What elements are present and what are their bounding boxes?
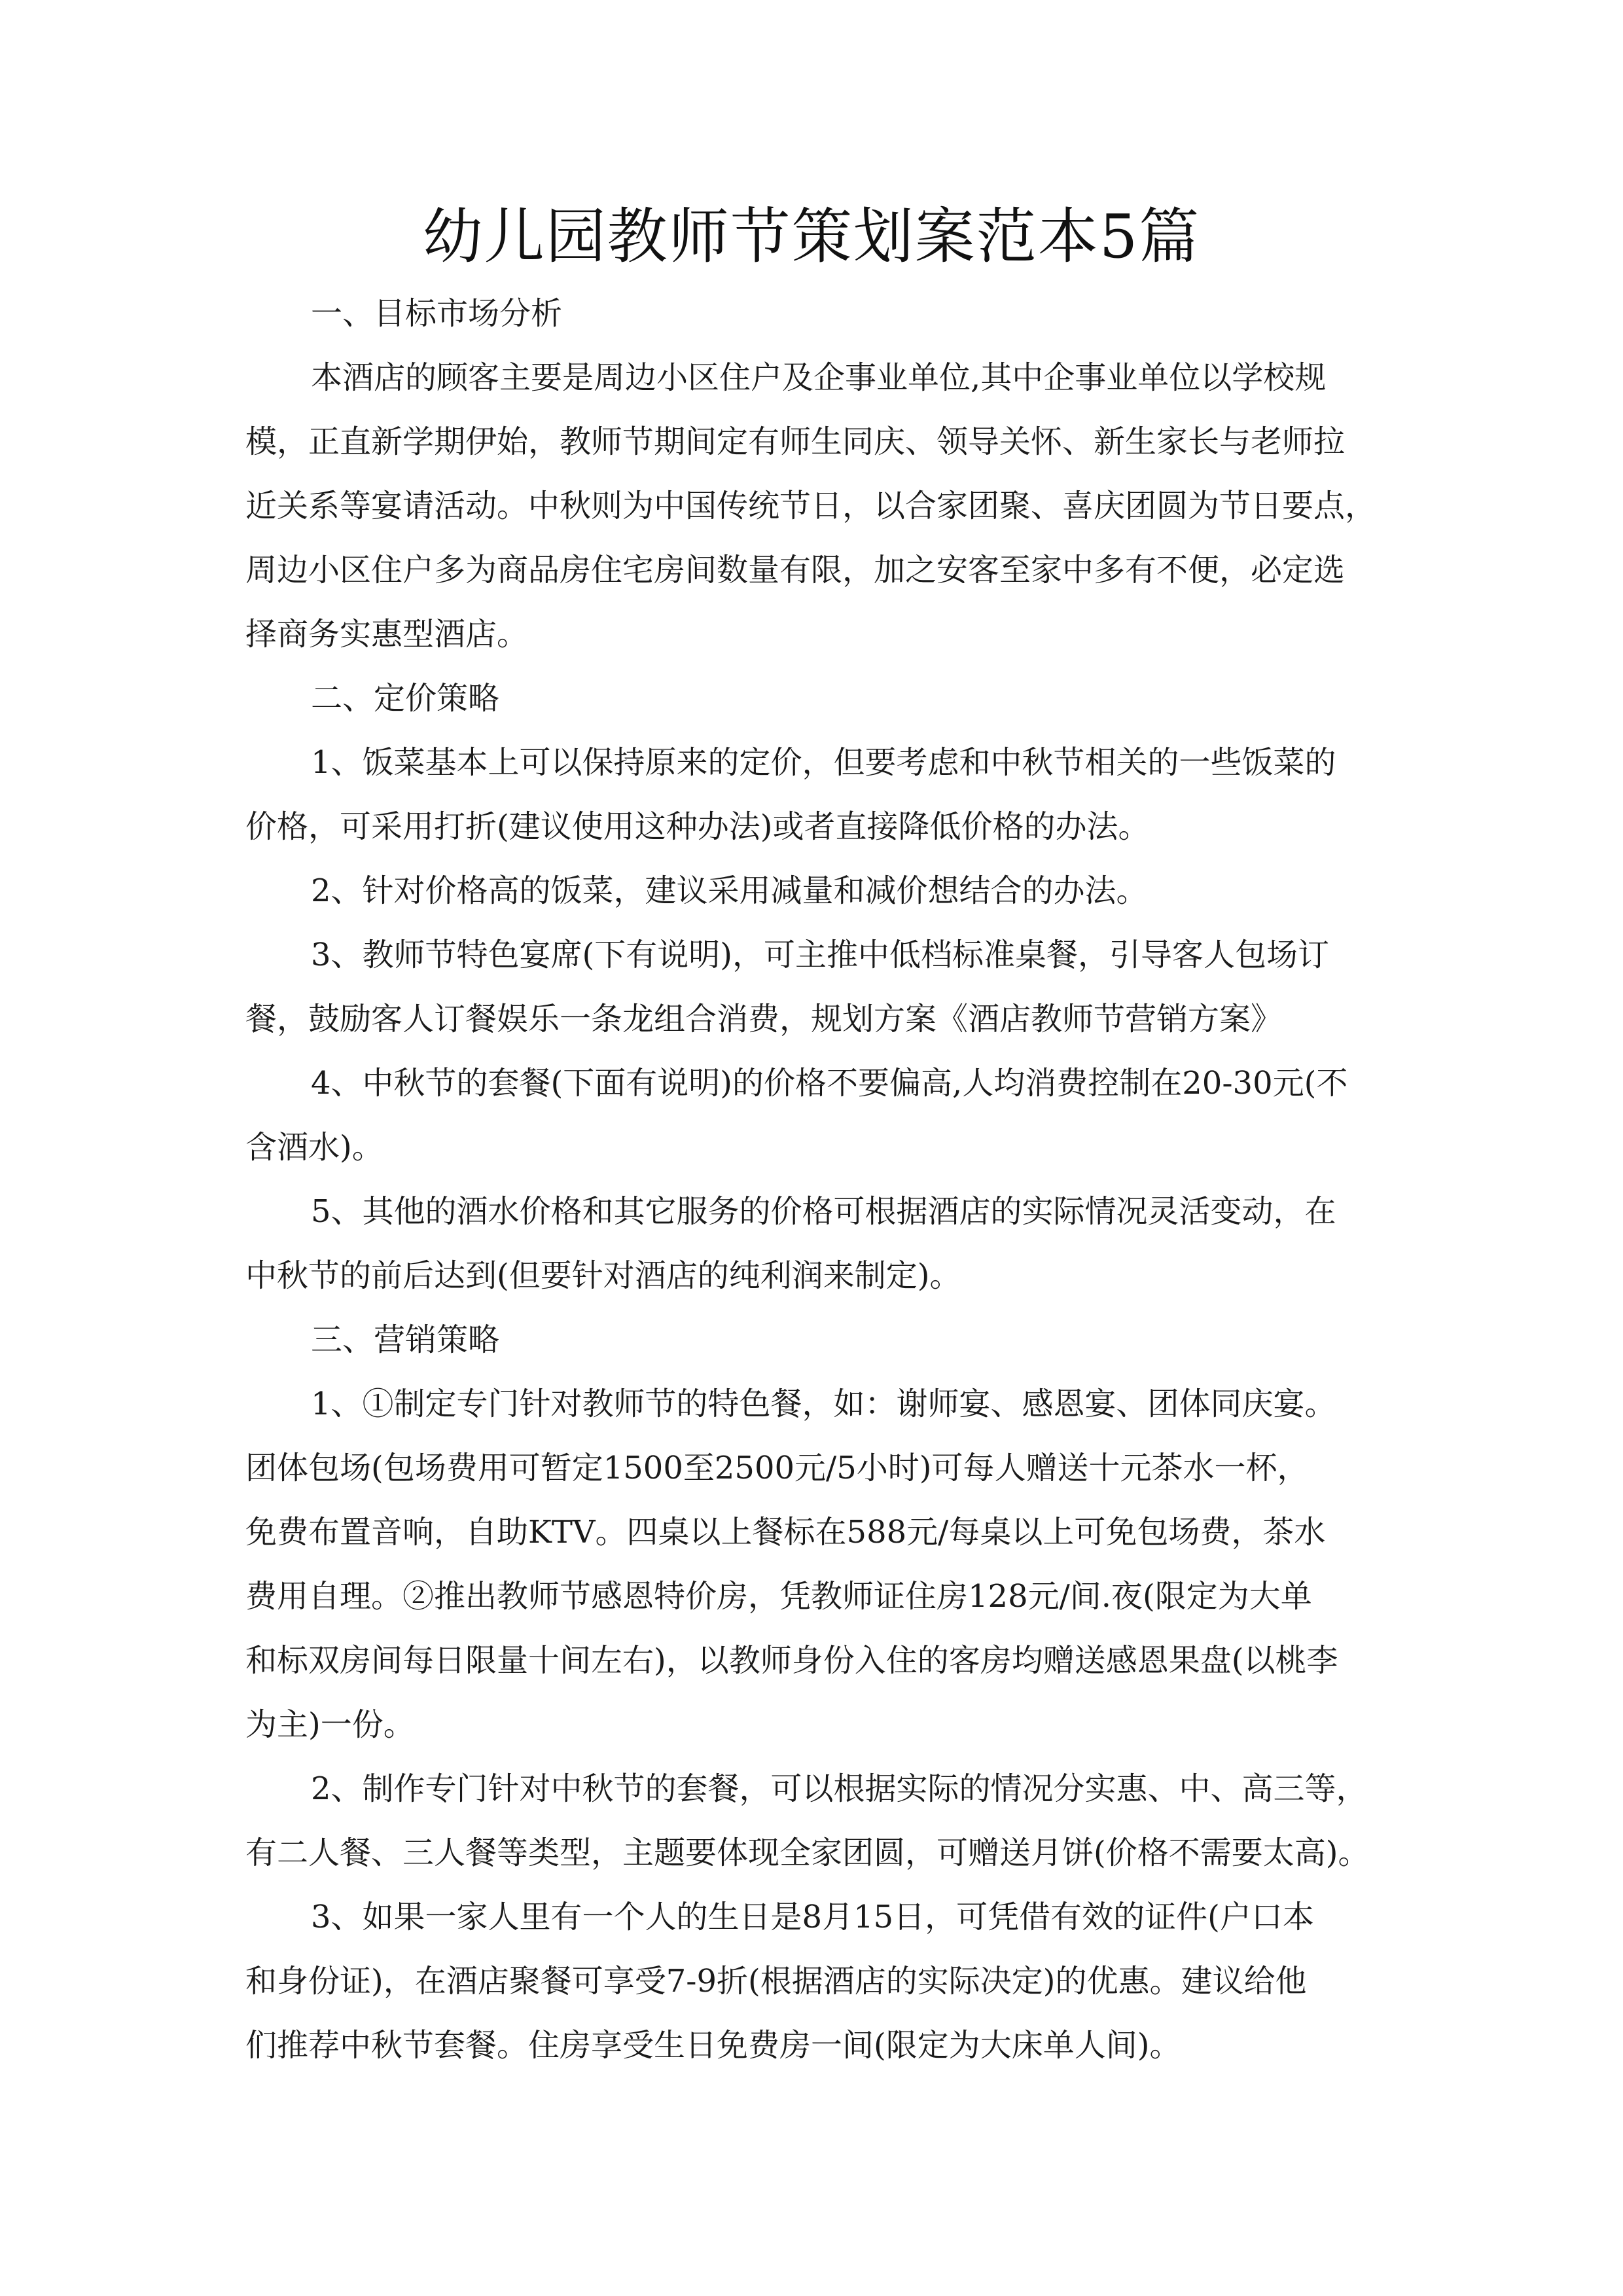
text-line: 们推荐中秋节套餐。住房享受生日免费房一间(限定为大床单人间)。 (245, 2027, 1181, 2064)
text-line: 价格，可采用打折(建议使用这种办法)或者直接降低价格的办法。 (245, 808, 1150, 845)
text-line: 和标双房间每日限量十间左右)，以教师身份入住的客房均赠送感恩果盘(以桃李 (245, 1642, 1338, 1679)
text-line: 费用自理。②推出教师节感恩特价房，凭教师证住房128元/间.夜(限定为大单 (245, 1578, 1312, 1615)
text-line: 3、如果一家人里有一个人的生日是8月15日，可凭借有效的证件(户口本 (311, 1899, 1314, 1935)
text-line: 模，正直新学期伊始，教师节期间定有师生同庆、领导关怀、新生家长与老师拉 (245, 423, 1346, 460)
text-line: 3、教师节特色宴席(下有说明)，可主推中低档标准桌餐，引导客人包场订 (311, 937, 1329, 973)
text-line: 1、饭菜基本上可以保持原来的定价，但要考虑和中秋节相关的一些饭菜的 (311, 744, 1336, 781)
text-line: 本酒店的顾客主要是周边小区住户及企事业单位,其中企事业单位以学校规 (311, 359, 1327, 396)
text-line: 免费布置音响，自助KTV。四桌以上餐标在588元/每桌以上可免包场费，茶水 (245, 1514, 1326, 1551)
paragraph (245, 1308, 1384, 1372)
text-line: 餐，鼓励客人订餐娱乐一条龙组合消费，规划方案《酒店教师节营销方案》 (245, 1001, 1283, 1037)
text-line: 择商务实惠型酒店。 (245, 616, 529, 653)
text-line: 2、制作专门针对中秋节的套餐，可以根据实际的情况分实惠、中、高三等， (311, 1770, 1368, 1807)
text-line: 一、目标市场分析 (311, 295, 563, 332)
paragraph (245, 730, 1384, 859)
text-line: 三、营销策略 (311, 1321, 500, 1358)
paragraph (245, 1372, 1384, 1757)
document-body (245, 281, 1384, 2077)
paragraph (245, 346, 1384, 666)
paragraph (245, 859, 1384, 923)
document-title: 幼儿园教师节策划案范本5篇 (422, 202, 1201, 272)
text-line: 近关系等宴请活动。中秋则为中国传统节日，以合家团聚、喜庆团圆为节日要点， (245, 488, 1377, 524)
text-line: 含酒水)。 (245, 1129, 383, 1166)
paragraph (245, 1179, 1384, 1308)
paragraph (245, 1885, 1384, 2077)
text-line: 和身份证)，在酒店聚餐可享受7-9折(根据酒店的实际决定)的优惠。建议给他 (245, 1963, 1307, 2000)
text-line: 二、定价策略 (311, 680, 500, 717)
text-line: 周边小区住户多为商品房住宅房间数量有限，加之安客至家中多有不便，必定选 (245, 552, 1346, 588)
text-line: 中秋节的前后达到(但要针对酒店的纯利润来制定)。 (245, 1257, 961, 1294)
text-line: 4、中秋节的套餐(下面有说明)的价格不要偏高,人均消费控制在20-30元(不 (311, 1065, 1348, 1102)
text-line: 有二人餐、三人餐等类型，主题要体现全家团圆，可赠送月饼(价格不需要太高)。 (245, 1835, 1370, 1871)
text-line: 2、针对价格高的饭菜，建议采用减量和减价想结合的办法。 (311, 872, 1148, 909)
paragraph (245, 666, 1384, 730)
paragraph (245, 1051, 1384, 1179)
paragraph (245, 281, 1384, 346)
text-line: 团体包场(包场费用可暂定1500至2500元/5小时)可每人赠送十元茶水一杯， (245, 1450, 1309, 1486)
text-line: 1、①制定专门针对教师节的特色餐，如：谢师宴、感恩宴、团体同庆宴。 (311, 1386, 1336, 1422)
text-line: 5、其他的酒水价格和其它服务的价格可根据酒店的实际情况灵活变动，在 (311, 1193, 1336, 1230)
paragraph (245, 923, 1384, 1051)
paragraph (245, 1757, 1384, 1885)
text-line: 为主)一份。 (245, 1706, 415, 1743)
